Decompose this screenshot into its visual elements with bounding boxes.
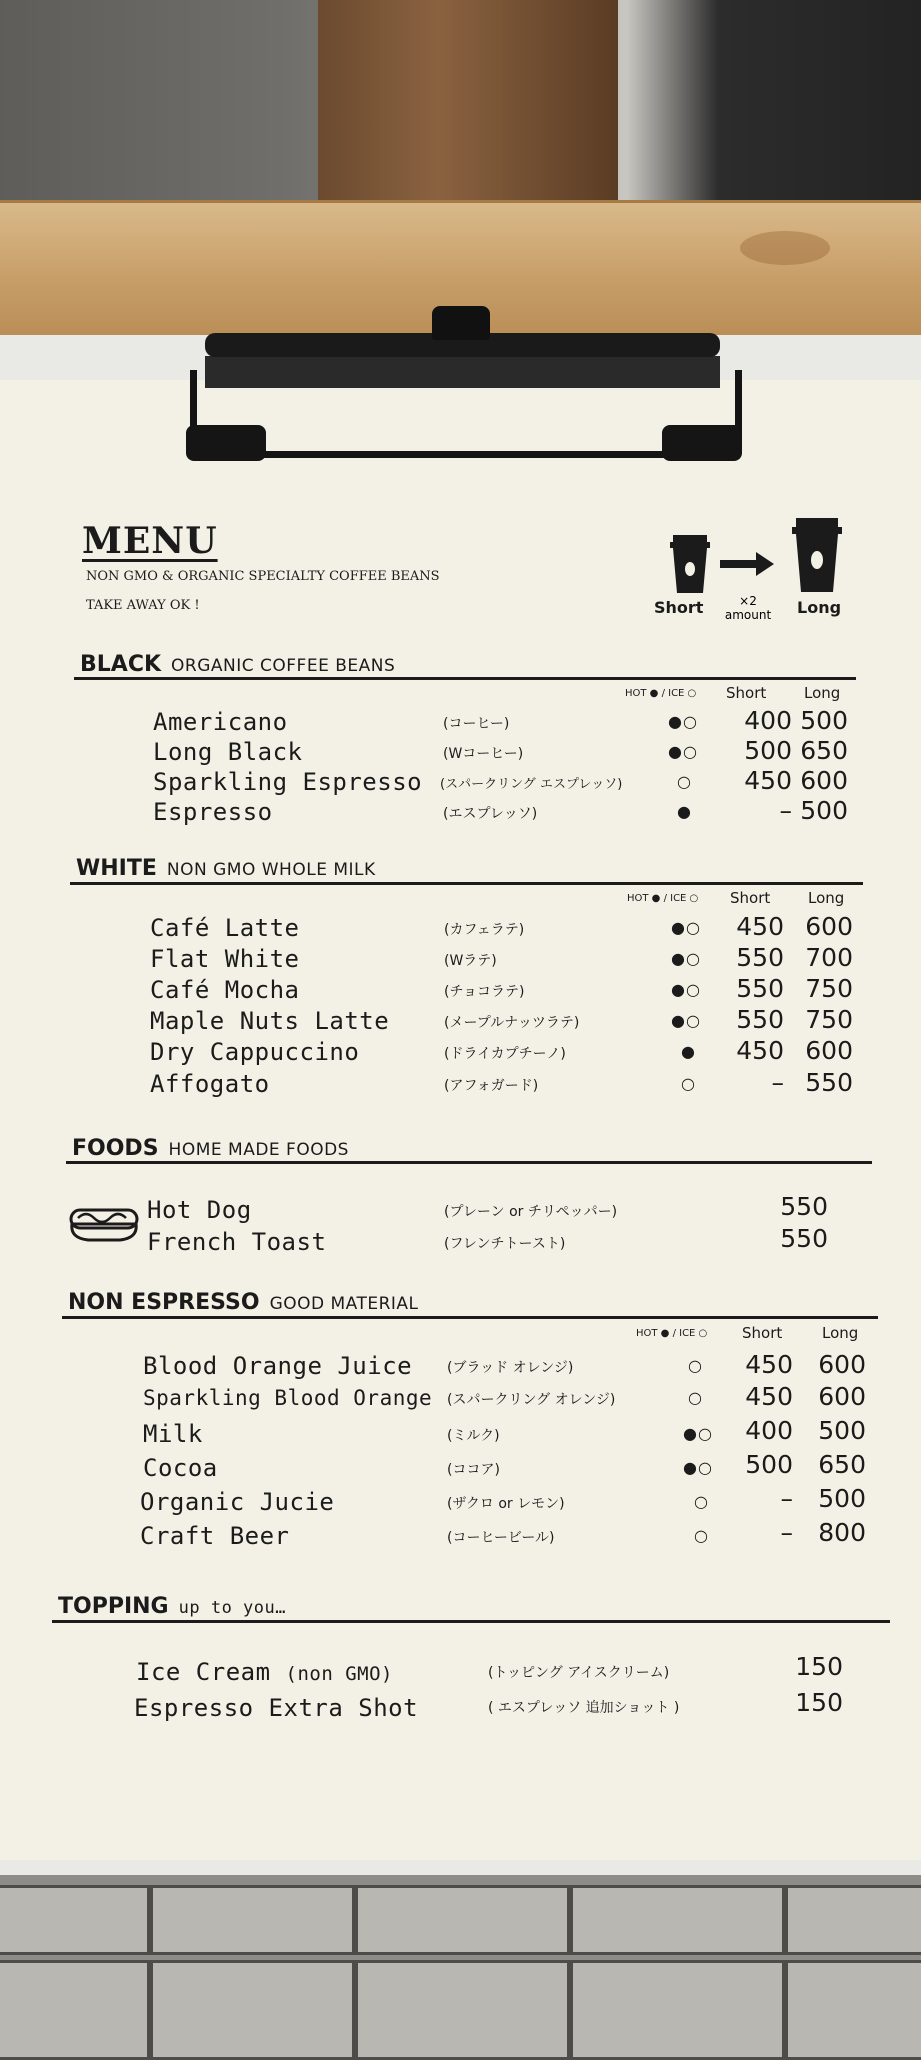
floor-tiles	[0, 1875, 921, 2048]
menu-subtitle: NON GMO & ORGANIC SPECIALTY COFFEE BEANS	[86, 569, 440, 584]
hot-ice-legend: HOT ● / ICE ○	[636, 1328, 708, 1339]
col-short-header: Short	[742, 1324, 783, 1342]
section-white-header: WHITE NON GMO WHOLE MILK	[76, 856, 376, 881]
size-long-label: Long	[797, 598, 842, 617]
col-long-header: Long	[822, 1324, 859, 1342]
hot-dog-icon	[68, 1196, 140, 1244]
coffee-cup-short-icon	[670, 535, 710, 593]
hot-ice-legend: HOT ● / ICE ○	[627, 893, 699, 904]
col-long-header: Long	[804, 684, 841, 702]
section-white-rule	[70, 882, 863, 885]
section-black-header: BLACK ORGANIC COFFEE BEANS	[80, 652, 396, 677]
section-foods-rule	[66, 1161, 872, 1164]
coffee-cup-long-icon	[792, 518, 842, 592]
col-short-header: Short	[730, 889, 771, 907]
col-long-header: Long	[808, 889, 845, 907]
size-amount-note: ×2 amount	[724, 594, 772, 622]
section-black-rule	[74, 677, 856, 680]
hot-ice-legend: HOT ● / ICE ○	[625, 688, 697, 699]
section-topping-header: TOPPING up to you…	[58, 1594, 286, 1619]
section-non-espresso-rule	[62, 1316, 878, 1319]
wooden-post	[318, 0, 618, 215]
section-foods-header: FOODS HOME MADE FOODS	[72, 1136, 349, 1161]
size-short-label: Short	[654, 598, 704, 617]
menu-title: MENU	[82, 520, 218, 562]
arrow-right-icon	[720, 552, 774, 576]
section-non-espresso-header: NON ESPRESSO GOOD MATERIAL	[68, 1290, 419, 1315]
menu-takeaway-note: TAKE AWAY OK !	[86, 598, 200, 613]
col-short-header: Short	[726, 684, 767, 702]
section-topping-rule	[52, 1620, 890, 1623]
